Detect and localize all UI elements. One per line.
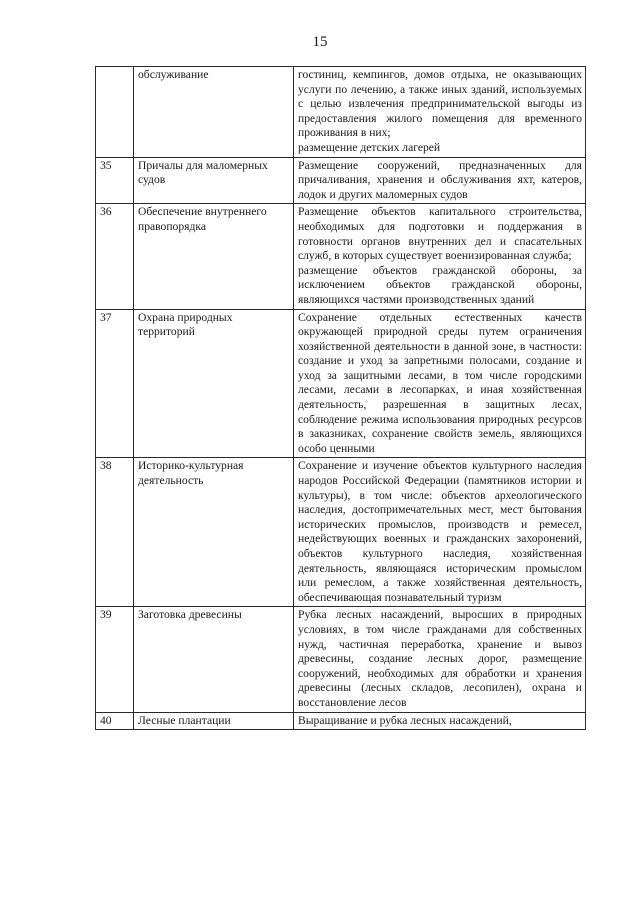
table-row	[96, 204, 586, 309]
row-number: 37	[96, 309, 134, 458]
row-number: 39	[96, 607, 134, 712]
land-use-description	[294, 712, 586, 730]
description-paragraph: Выращивание и рубка лесных насаждений,	[298, 713, 512, 727]
description-paragraph: Размещение объектов капитального строительства, необходимых для подготовки и поддержания в готовности органов внутренних дел и спасательных служб, в которых существует военизированная служба;	[298, 205, 582, 263]
land-use-description	[294, 157, 586, 204]
table-row	[96, 67, 586, 158]
land-use-description	[294, 607, 586, 712]
description-paragraph: размещение детских лагерей	[298, 140, 441, 154]
land-use-description	[294, 204, 586, 309]
land-use-type-name: Причалы для маломерных судов	[134, 157, 294, 204]
land-use-type-name: Обеспечение внутреннего правопорядка	[134, 204, 294, 309]
land-use-description	[294, 458, 586, 607]
land-use-type-name: Лесные плантации	[134, 712, 294, 730]
page-number: 15	[312, 34, 328, 50]
description-paragraph: Размещение сооружений, предназначенных для причаливания, хранения и обслуживания яхт, катеров, лодок и других маломерных судов	[298, 158, 582, 201]
land-use-description	[294, 67, 586, 158]
table-row	[96, 309, 586, 458]
row-number: 35	[96, 157, 134, 204]
description-paragraph: Сохранение отдельных естественных качеств окружающей природной среды путем ограничения хозяйственной деятельности в данной зоне, в частности: создание и уход за запретными полосами, создание и уход за защитными лесами, в том числе городскими лесами, лесами в лесопарках, и иная хозяйственная деятельность, разрешенная в защитных лесах, соблюдение режима использования природных ресурсов в заказниках, сохранение свойств земель, являющихся особо ценными	[298, 310, 582, 455]
land-use-type-name: Историко-культурная деятельность	[134, 458, 294, 607]
table-row	[96, 712, 586, 730]
row-number: 36	[96, 204, 134, 309]
row-number: 40	[96, 712, 134, 730]
table-row	[96, 157, 586, 204]
description-paragraph: Сохранение и изучение объектов культурного наследия народов Российской Федерации (памятников истории и культуры), в том числе: объектов археологического наследия, достопримечательных мест, мест бытования исторических промыслов, производств и ремесел, недействующих военных и гражданских захоронений, объектов культурного наследия, хозяйственная деятельность, являющаяся историческим промыслом или ремеслом, а также хозяйственная деятельность, обеспечивающая познавательный туризм	[298, 459, 582, 604]
row-number: 38	[96, 458, 134, 607]
land-use-table-body	[96, 67, 586, 730]
table-row	[96, 607, 586, 712]
land-use-description	[294, 309, 586, 458]
table-row	[96, 458, 586, 607]
land-use-type-name: обслуживание	[134, 67, 294, 158]
description-paragraph: гостиниц, кемпингов, домов отдыха, не оказывающих услуги по лечению, а также иных зданий, используемых с целью извлечения предпринимательской выгоды из предоставления жилого помещения для временного проживания в них;	[298, 68, 582, 140]
description-paragraph: Рубка лесных насаждений, выросших в природных условиях, в том числе гражданами для собственных нужд, частичная переработка, хранение и вывоз древесины, создание лесных дорог, размещение сооружений, необходимых для обработки и хранения древесины (лесных складов, лесопилен), охрана и восстановление лесов	[298, 608, 582, 709]
description-paragraph: размещение объектов гражданской обороны, за исключением объектов гражданской обороны, являющихся частями производственных зданий	[298, 263, 582, 306]
land-use-type-name: Заготовка древесины	[134, 607, 294, 712]
row-number	[96, 67, 134, 158]
land-use-type-name: Охрана природных территорий	[134, 309, 294, 458]
land-use-table	[95, 66, 586, 730]
